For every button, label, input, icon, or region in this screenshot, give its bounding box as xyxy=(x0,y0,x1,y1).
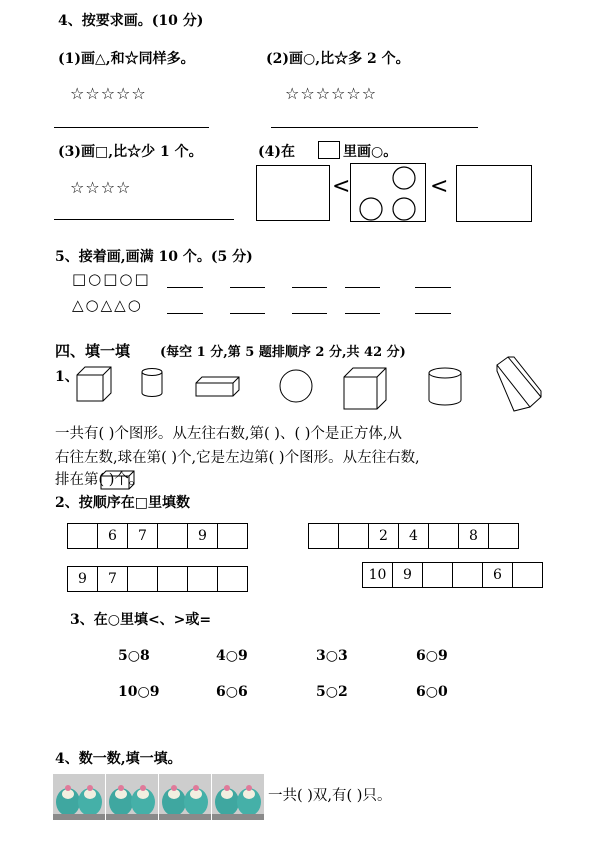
number-sequence-2 xyxy=(308,523,518,549)
q5-blank[interactable] xyxy=(167,313,203,314)
q5-sequence-row1: □○□○□ xyxy=(72,270,151,288)
small-cylinder-icon xyxy=(140,368,164,398)
q5-blank[interactable] xyxy=(345,313,380,314)
q5-blank[interactable] xyxy=(292,313,327,314)
sequence-cell[interactable]: 9 xyxy=(392,562,423,588)
q4-part1-label: (1)画△,和☆同样多。 xyxy=(58,51,195,67)
compare-item[interactable]: 5○8 xyxy=(118,648,150,664)
sequence-cell[interactable] xyxy=(512,562,543,588)
sphere-icon xyxy=(279,369,313,403)
sequence-cell[interactable] xyxy=(187,566,218,592)
small-cuboid-icon xyxy=(100,470,136,492)
q2-title: 2、按顺序在□里填数 xyxy=(55,495,190,511)
compare-item[interactable]: 10○9 xyxy=(118,684,160,700)
q5-title: 5、接着画,画满 10 个。(5 分) xyxy=(55,249,253,265)
compare-item[interactable]: 5○2 xyxy=(316,684,348,700)
three-circles-icon xyxy=(351,164,427,223)
compare-item[interactable]: 6○9 xyxy=(416,648,448,664)
cube-icon xyxy=(75,365,115,405)
large-cylinder-icon xyxy=(427,367,463,407)
sequence-cell[interactable]: 10 xyxy=(362,562,393,588)
q4b-text: 一共( )双,有( )只。 xyxy=(268,788,392,804)
sequence-cell[interactable]: 8 xyxy=(458,523,489,549)
q4-part2-stars: ☆☆☆☆☆☆ xyxy=(285,84,378,103)
q4-part4-label-pre: (4)在 xyxy=(258,144,295,160)
answer-line-1[interactable] xyxy=(54,127,209,128)
compare-item[interactable]: 4○9 xyxy=(216,648,248,664)
sequence-cell[interactable] xyxy=(217,566,248,592)
q1-text-line2: 右往左数,球在第( )个,它是左边第( )个图形。从左往右数, xyxy=(55,450,420,466)
q5-blank[interactable] xyxy=(230,287,265,288)
draw-box-right[interactable] xyxy=(456,165,532,222)
q5-blank[interactable] xyxy=(167,287,203,288)
sequence-cell[interactable] xyxy=(308,523,339,549)
number-sequence-4 xyxy=(362,562,542,588)
shoe-pair-image xyxy=(159,774,211,820)
q5-blank[interactable] xyxy=(230,313,265,314)
less-than-sign-2: < xyxy=(430,174,449,199)
sequence-cell[interactable] xyxy=(67,523,98,549)
q3-title: 3、在○里填<、>或= xyxy=(70,612,212,628)
q5-blank[interactable] xyxy=(415,287,451,288)
less-than-sign-1: < xyxy=(332,174,351,199)
inline-square-icon xyxy=(318,141,340,159)
sequence-cell[interactable] xyxy=(338,523,369,549)
sequence-cell[interactable] xyxy=(157,523,188,549)
answer-line-3[interactable] xyxy=(54,219,234,220)
draw-box-left[interactable] xyxy=(256,165,330,221)
q5-blank[interactable] xyxy=(292,287,327,288)
q5-sequence-row2: △○△△○ xyxy=(72,296,143,314)
sequence-cell[interactable]: 6 xyxy=(482,562,513,588)
sequence-cell[interactable]: 6 xyxy=(97,523,128,549)
number-sequence-1 xyxy=(67,523,247,549)
sequence-cell[interactable]: 9 xyxy=(187,523,218,549)
q4-part1-stars: ☆☆☆☆☆ xyxy=(70,84,147,103)
sequence-cell[interactable] xyxy=(422,562,453,588)
sequence-cell[interactable] xyxy=(452,562,483,588)
q4-title: 4、按要求画。(10 分) xyxy=(58,13,204,29)
q1-number: 1、 xyxy=(55,369,79,385)
sequence-cell[interactable]: 7 xyxy=(97,566,128,592)
q4-part4-label-post: 里画○。 xyxy=(343,144,398,160)
sequence-cell[interactable]: 2 xyxy=(368,523,399,549)
sequence-cell[interactable] xyxy=(428,523,459,549)
circles-box xyxy=(350,163,426,222)
sequence-cell[interactable] xyxy=(488,523,519,549)
q1-text-line1: 一共有( )个图形。从左往右数,第( )、( )个是正方体,从 xyxy=(55,426,402,442)
shoe-pair-image xyxy=(106,774,158,820)
compare-item[interactable]: 6○6 xyxy=(216,684,248,700)
shoe-pair-image xyxy=(212,774,264,820)
q4-part2-label: (2)画○,比☆多 2 个。 xyxy=(266,51,410,67)
sequence-cell[interactable] xyxy=(217,523,248,549)
q4b-title: 4、数一数,填一填。 xyxy=(55,751,182,767)
q5-blank[interactable] xyxy=(345,287,380,288)
sequence-cell[interactable]: 4 xyxy=(398,523,429,549)
sequence-cell[interactable] xyxy=(127,566,158,592)
answer-line-2[interactable] xyxy=(271,127,478,128)
compare-item[interactable]: 3○3 xyxy=(316,648,348,664)
sequence-cell[interactable] xyxy=(157,566,188,592)
section4-note: (每空 1 分,第 5 题排顺序 2 分,共 42 分) xyxy=(160,345,406,360)
section4-title: 四、填一填 xyxy=(55,342,131,360)
sequence-cell[interactable]: 7 xyxy=(127,523,158,549)
large-cube-icon xyxy=(343,367,387,411)
tilted-cuboid-icon xyxy=(496,355,542,413)
compare-item[interactable]: 6○0 xyxy=(416,684,448,700)
q4-part3-stars: ☆☆☆☆ xyxy=(70,178,132,197)
q4-part3-label: (3)画□,比☆少 1 个。 xyxy=(58,144,203,160)
sequence-cell[interactable]: 9 xyxy=(67,566,98,592)
cuboid-icon xyxy=(195,376,241,398)
number-sequence-3 xyxy=(67,566,247,592)
q5-blank[interactable] xyxy=(415,313,451,314)
shoe-pair-image xyxy=(53,774,105,820)
q1-text-line3: 排在第( )个。 xyxy=(55,472,144,488)
